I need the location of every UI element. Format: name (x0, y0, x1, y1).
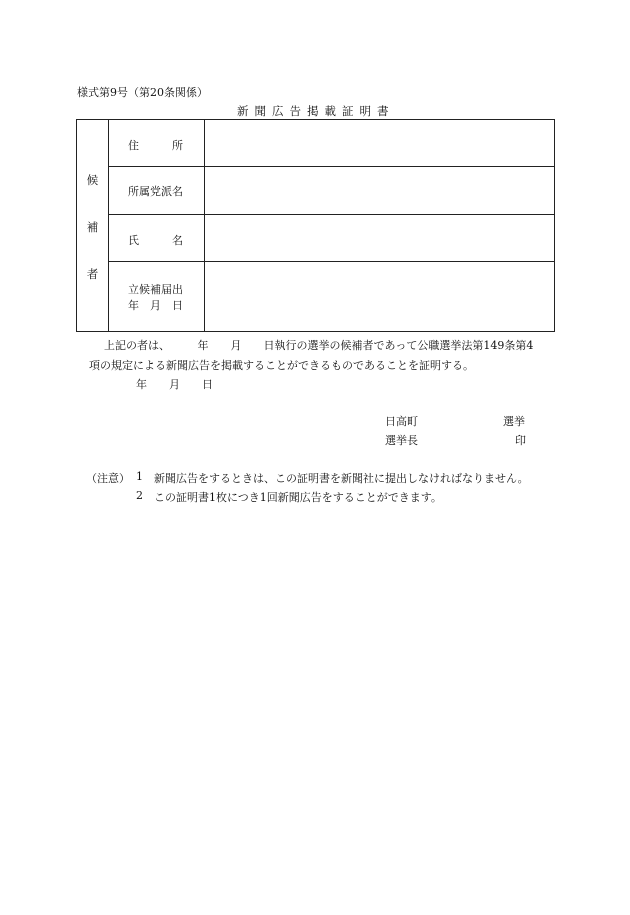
table-divider-vertical-2 (204, 120, 205, 331)
table-divider-row-2 (108, 214, 554, 215)
signature-town: 日高町 (385, 415, 418, 428)
side-label-char-3: 者 (86, 267, 99, 281)
table-divider-row-3 (108, 261, 554, 262)
table-divider-row-1 (108, 166, 554, 167)
candidate-info-table (76, 119, 555, 332)
note-2-number: 2 (136, 489, 143, 502)
certification-date: 年 月 日 (136, 378, 213, 391)
note-1-text: 新聞広告をするときは、この証明書を新聞社に提出しなければなりません。 (154, 472, 529, 485)
certification-text-line-2: 項の規定による新聞広告を掲載することができるものであることを証明する。 (89, 359, 474, 372)
notes-label: （注意） (86, 472, 130, 485)
row-label-address: 住 所 (128, 139, 183, 152)
row-label-filing-date-line1: 立候補届出 (128, 283, 183, 296)
value-cell-address[interactable] (206, 122, 552, 165)
seal-mark: 印 (515, 434, 526, 447)
signature-election: 選挙 (503, 415, 525, 428)
note-2-text: この証明書1枚につき1回新聞広告をすることができます。 (154, 491, 442, 504)
form-number: 様式第9号（第20条関係） (77, 86, 208, 99)
row-label-filing-date-line2: 年 月 日 (128, 299, 183, 312)
row-label-party: 所属党派名 (128, 185, 183, 198)
side-label-char-2: 補 (86, 220, 99, 234)
value-cell-name[interactable] (206, 216, 552, 260)
signature-chief: 選挙長 (385, 434, 418, 447)
certification-text-line-1: 上記の者は、 年 月 日執行の選挙の候補者であって公職選挙法第149条第4 (104, 339, 534, 352)
value-cell-filing-date[interactable] (206, 263, 552, 329)
value-cell-party[interactable] (206, 168, 552, 213)
row-label-name: 氏 名 (128, 234, 183, 247)
note-1-number: 1 (136, 470, 143, 483)
table-divider-vertical-1 (108, 120, 109, 331)
side-label-char-1: 候 (86, 173, 99, 187)
document-title: 新聞広告掲載証明書 (237, 104, 395, 118)
